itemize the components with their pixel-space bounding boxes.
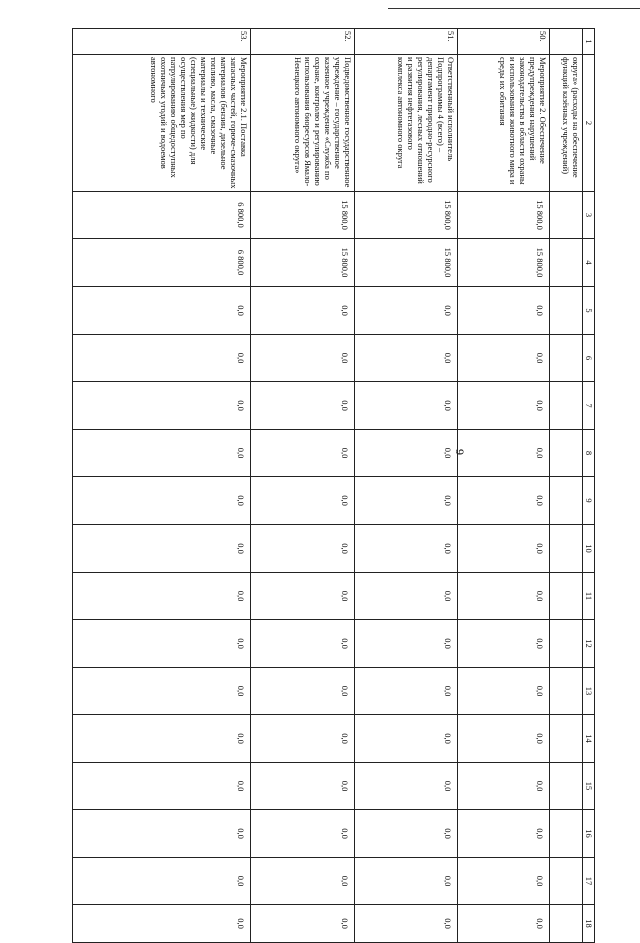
row-name: Ответственный исполнитель Подпрограммы 4 (всего) – департамент природно-ресурсного регулирования, лесных отношений и развития нефтегазового комплекса автономного округа xyxy=(355,55,458,192)
column-number-8: 8 xyxy=(583,430,595,477)
value-cell-col-7 xyxy=(550,382,583,430)
value-cell-col-15: 0,0 xyxy=(250,763,355,810)
column-number-5: 5 xyxy=(583,287,595,335)
header-rule xyxy=(388,8,640,9)
value-cell-col-11: 0,0 xyxy=(73,573,251,620)
header-row xyxy=(583,29,595,943)
column-number-3: 3 xyxy=(583,192,595,239)
value-cell-col-5: 0,0 xyxy=(250,287,355,335)
row-number: 53. xyxy=(73,29,251,55)
value-cell-col-18: 0,0 xyxy=(457,905,549,943)
column-number-4: 4 xyxy=(583,239,595,287)
value-cell-col-12: 0,0 xyxy=(250,620,355,668)
value-cell-col-13: 0,0 xyxy=(457,668,549,715)
value-cell-col-8: 0,0 xyxy=(73,430,251,477)
value-cell-col-3: 15 800,0 xyxy=(457,192,549,239)
value-cell-col-11: 0,0 xyxy=(250,573,355,620)
column-number-2: 2 xyxy=(583,55,595,192)
value-cell-col-15 xyxy=(550,763,583,810)
value-cell-col-12: 0,0 xyxy=(355,620,458,668)
table-row xyxy=(250,29,355,943)
value-cell-col-6: 0,0 xyxy=(73,335,251,382)
value-cell-col-14: 0,0 xyxy=(457,715,549,763)
value-cell-col-13: 0,0 xyxy=(355,668,458,715)
value-cell-col-18: 0,0 xyxy=(250,905,355,943)
value-cell-col-8: 0,0 xyxy=(457,430,549,477)
value-cell-col-14 xyxy=(550,715,583,763)
value-cell-col-6: 0,0 xyxy=(250,335,355,382)
value-cell-col-16: 0,0 xyxy=(457,810,549,858)
value-cell-col-16: 0,0 xyxy=(73,810,251,858)
table-row xyxy=(550,29,583,943)
value-cell-col-15: 0,0 xyxy=(355,763,458,810)
value-cell-col-9: 0,0 xyxy=(355,477,458,525)
value-cell-col-3: 15 800,0 xyxy=(250,192,355,239)
value-cell-col-8: 0,0 xyxy=(355,430,458,477)
value-cell-col-17: 0,0 xyxy=(457,858,549,905)
column-number-17: 17 xyxy=(583,858,595,905)
column-number-1: 1 xyxy=(583,29,595,55)
value-cell-col-5 xyxy=(550,287,583,335)
row-name: Мероприятие 2.1. Поставка запасных частей, горюче-смазочных материалов (бензин, дизельное топливо, масла, смазочные материалы и технические (специальные) жидкости) для осуществления мер по патрулированию общедоступных охотничьих угодий и водоемов автономного xyxy=(73,55,251,192)
value-cell-col-8: 0,0 xyxy=(250,430,355,477)
value-cell-col-15: 0,0 xyxy=(457,763,549,810)
value-cell-col-4: 15 800,0 xyxy=(457,239,549,287)
column-number-10: 10 xyxy=(583,525,595,573)
column-number-15: 15 xyxy=(583,763,595,810)
value-cell-col-16: 0,0 xyxy=(250,810,355,858)
value-cell-col-3 xyxy=(550,192,583,239)
value-cell-col-4 xyxy=(550,239,583,287)
column-number-7: 7 xyxy=(583,382,595,430)
column-number-6: 6 xyxy=(583,335,595,382)
value-cell-col-10: 0,0 xyxy=(250,525,355,573)
value-cell-col-12: 0,0 xyxy=(457,620,549,668)
row-number: 52. xyxy=(250,29,355,55)
value-cell-col-13: 0,0 xyxy=(250,668,355,715)
value-cell-col-14: 0,0 xyxy=(355,715,458,763)
table-body xyxy=(73,29,595,943)
value-cell-col-11: 0,0 xyxy=(355,573,458,620)
column-number-12: 12 xyxy=(583,620,595,668)
value-cell-col-3: 6 800,0 xyxy=(73,192,251,239)
value-cell-col-7: 0,0 xyxy=(355,382,458,430)
value-cell-col-8 xyxy=(550,430,583,477)
column-number-9: 9 xyxy=(583,477,595,525)
row-name: Подведомственное государственное учреждение – государственное казенное учреждение «Служба по охране, контролю и регулированию использования биоресурсов Ямало-Ненецкого автономного округа» xyxy=(250,55,355,192)
column-number-16: 16 xyxy=(583,810,595,858)
value-cell-col-7: 0,0 xyxy=(73,382,251,430)
column-number-18: 18 xyxy=(583,905,595,943)
value-cell-col-6 xyxy=(550,335,583,382)
value-cell-col-7: 0,0 xyxy=(250,382,355,430)
value-cell-col-10: 0,0 xyxy=(73,525,251,573)
value-cell-col-18 xyxy=(550,905,583,943)
value-cell-col-17 xyxy=(550,858,583,905)
value-cell-col-5: 0,0 xyxy=(73,287,251,335)
value-cell-col-16 xyxy=(550,810,583,858)
row-number: 50. xyxy=(457,29,549,55)
column-number-13: 13 xyxy=(583,668,595,715)
value-cell-col-6: 0,0 xyxy=(457,335,549,382)
value-cell-col-16: 0,0 xyxy=(355,810,458,858)
value-cell-col-3: 15 800,0 xyxy=(355,192,458,239)
value-cell-col-12 xyxy=(550,620,583,668)
value-cell-col-13 xyxy=(550,668,583,715)
table-row xyxy=(355,29,458,943)
value-cell-col-10: 0,0 xyxy=(355,525,458,573)
table-row xyxy=(457,29,549,943)
row-name: Мероприятие 2. Обеспечение предупреждения нарушений законодательства в области охраны и использования животного мира и среды их обитания xyxy=(457,55,549,192)
value-cell-col-7: 0,0 xyxy=(457,382,549,430)
value-cell-col-4: 6 800,0 xyxy=(73,239,251,287)
row-name: округа» (расходы на обеспечение функций казённых учреждений) xyxy=(550,55,583,192)
budget-table xyxy=(72,28,595,943)
value-cell-col-17: 0,0 xyxy=(73,858,251,905)
value-cell-col-10: 0,0 xyxy=(457,525,549,573)
value-cell-col-10 xyxy=(550,525,583,573)
value-cell-col-12: 0,0 xyxy=(73,620,251,668)
page-number: 9 xyxy=(453,449,467,455)
row-number xyxy=(550,29,583,55)
value-cell-col-9: 0,0 xyxy=(250,477,355,525)
value-cell-col-14: 0,0 xyxy=(250,715,355,763)
value-cell-col-15: 0,0 xyxy=(73,763,251,810)
value-cell-col-13: 0,0 xyxy=(73,668,251,715)
table-row xyxy=(73,29,251,943)
column-number-11: 11 xyxy=(583,573,595,620)
value-cell-col-6: 0,0 xyxy=(355,335,458,382)
value-cell-col-18: 0,0 xyxy=(355,905,458,943)
value-cell-col-14: 0,0 xyxy=(73,715,251,763)
value-cell-col-5: 0,0 xyxy=(457,287,549,335)
value-cell-col-4: 15 800,0 xyxy=(250,239,355,287)
column-number-14: 14 xyxy=(583,715,595,763)
value-cell-col-9: 0,0 xyxy=(73,477,251,525)
value-cell-col-11 xyxy=(550,573,583,620)
value-cell-col-18: 0,0 xyxy=(73,905,251,943)
value-cell-col-17: 0,0 xyxy=(355,858,458,905)
value-cell-col-17: 0,0 xyxy=(250,858,355,905)
budget-table-rotated xyxy=(72,28,595,929)
row-number: 51. xyxy=(355,29,458,55)
value-cell-col-11: 0,0 xyxy=(457,573,549,620)
value-cell-col-5: 0,0 xyxy=(355,287,458,335)
value-cell-col-9: 0,0 xyxy=(457,477,549,525)
value-cell-col-4: 15 800,0 xyxy=(355,239,458,287)
value-cell-col-9 xyxy=(550,477,583,525)
